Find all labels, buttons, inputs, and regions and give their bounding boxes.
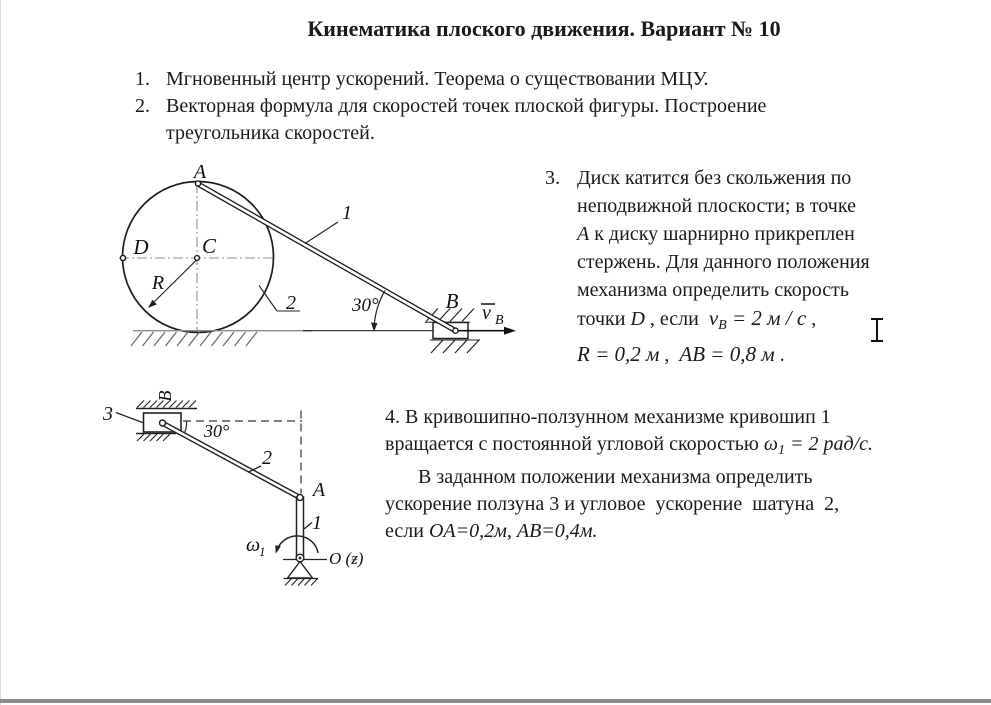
topic-number: 1. (135, 68, 150, 90)
value-oa-ab: OA=0,2м, AB=0,4м. (428, 520, 598, 542)
point-b-label: B (445, 289, 459, 313)
rod-number-label: 1 (342, 202, 352, 224)
radius-label: R (151, 272, 165, 294)
problem-3-text: к диску шарнирно прикреплен (589, 223, 855, 245)
crank-number-label: 1 (312, 512, 322, 534)
problem-4 (385, 404, 873, 545)
topic-text: Мгновенный центр ускорений. Теорема о существовании МЦУ. (166, 68, 709, 90)
leader-slider-label (116, 413, 143, 423)
problem-4-line: ускорение ползуна 3 и угловое ускорение шатуна 2, (385, 493, 840, 515)
pin-d (120, 255, 125, 260)
slider-hatch-bottom (137, 434, 170, 441)
problem-3-text: точки (577, 308, 631, 330)
pin-a (297, 495, 303, 501)
problem-3-number: 3. (545, 167, 560, 189)
problem-3-text: . (774, 344, 785, 366)
problem-3-line: неподвижной плоскости; в точке (577, 195, 856, 217)
pin-c (195, 256, 200, 261)
value-omega: = 2 рад/с. (784, 433, 873, 455)
velocity-label: v (482, 302, 491, 324)
point-d-label: D (133, 235, 149, 259)
topic-text: треугольника скоростей. (166, 122, 375, 144)
angle-label: 30° (352, 295, 379, 316)
problem-3-text: , (806, 308, 817, 330)
problem-4-line: В заданном положении механизма определить (418, 466, 813, 488)
var-v-sub: B (718, 318, 727, 333)
crank-1 (297, 497, 304, 558)
problem-3-text: , если (644, 308, 709, 330)
text-cursor (869, 317, 887, 344)
point-c-label: C (201, 234, 217, 258)
diagram-disk-rod-mechanism (95, 155, 540, 360)
velocity-label-sub: B (495, 313, 504, 328)
var-v: v (708, 306, 719, 330)
var-omega: ω (763, 433, 778, 455)
problem-3-line: механизма определить скорость (577, 279, 850, 301)
point-a-label: A (193, 161, 207, 183)
slider-number-label: 3 (103, 403, 113, 425)
topic-item-1 (135, 66, 766, 93)
problem-4-text: вращается с постоянной угловой скоростью (385, 433, 764, 455)
page-title: Кинематика плоского движения. Вариант № 10 (307, 16, 781, 41)
topic-item-2-wrap (135, 120, 766, 147)
pin-b (160, 420, 166, 426)
topic-number: 2. (135, 95, 150, 117)
pivot-support-triangle (288, 562, 313, 579)
point-a-label: A (312, 479, 326, 501)
omega-arrowhead (275, 545, 281, 554)
topic-list (135, 66, 766, 147)
problem-4-line (385, 518, 873, 545)
pivot-o-dot (299, 557, 302, 560)
omega-label-sub: 1 (259, 544, 266, 559)
problem-3-line (577, 304, 870, 340)
rod-2 (163, 422, 300, 499)
diagram-crank-slider-mechanism (85, 382, 385, 594)
problem-3-line (577, 340, 870, 369)
problem-4-line (385, 431, 873, 464)
pivot-hatching (285, 579, 318, 586)
rod-number-label: 2 (262, 447, 272, 469)
problem-3 (545, 164, 870, 369)
problem-4-text: если (385, 520, 429, 542)
ground-hatching (131, 332, 257, 346)
topic-text: Векторная формула для скоростей точек плоской фигуры. Построение (166, 95, 767, 117)
value-ab: AB = 0,8 м (679, 342, 775, 366)
var-omega-sub: 1 (777, 443, 785, 458)
velocity-arrowhead (504, 327, 516, 335)
pivot-o-label: O (ƶ) (329, 549, 364, 568)
topic-item-2 (135, 93, 766, 120)
point-b-label: B (155, 390, 175, 402)
omega-label: ω (246, 534, 261, 556)
var-a: A (577, 223, 590, 245)
leader-rod-label (305, 222, 338, 244)
disk-number-label: 2 (286, 292, 296, 314)
problem-3-line: стержень. Для данного положения (577, 251, 870, 273)
value-r: R = 0,2 м (577, 342, 660, 366)
slider-hatch-bottom (431, 340, 479, 353)
problem-3-line (577, 220, 870, 248)
page-left-border (0, 0, 1, 705)
problem-3-text: , (659, 344, 680, 366)
angle-label: 30° (204, 421, 230, 441)
leader-crank-label (304, 523, 312, 530)
problem-4-line: 4. В кривошипно-ползунном механизме кривошип 1 (385, 406, 831, 428)
value-vb: = 2 м / с (726, 306, 807, 330)
problem-3-line: Диск катится без скольжения по (577, 167, 852, 189)
var-d: D (630, 308, 645, 330)
bottom-window-bar (0, 699, 991, 703)
pin-b (453, 328, 458, 333)
